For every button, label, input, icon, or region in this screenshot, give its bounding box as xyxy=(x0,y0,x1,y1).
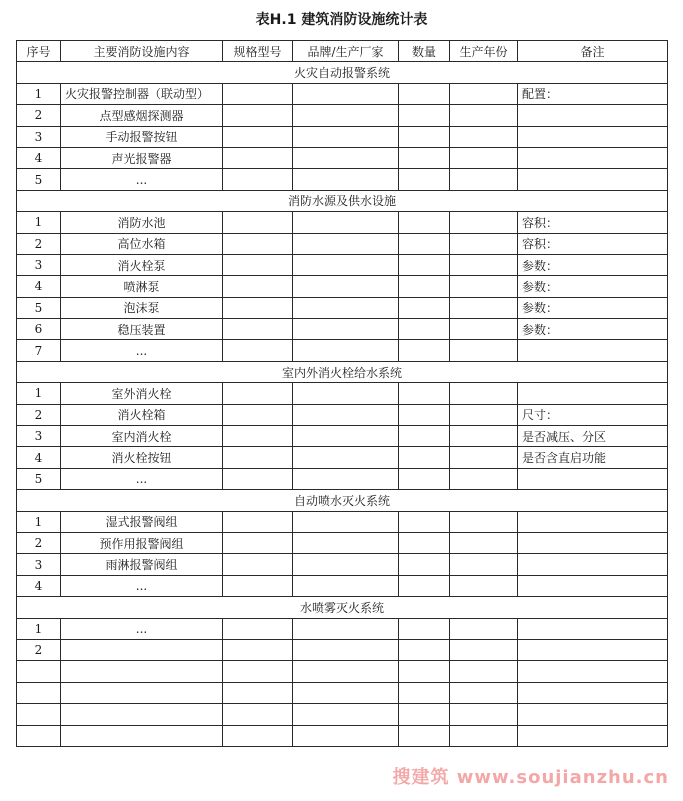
cell-spec xyxy=(223,575,293,596)
cell-year xyxy=(450,661,518,682)
cell-spec xyxy=(223,725,293,746)
cell-brand xyxy=(293,276,399,297)
facility-stats-table xyxy=(16,40,668,747)
cell-item: 手动报警按钮 xyxy=(61,126,223,147)
cell-note xyxy=(518,725,668,746)
cell-no xyxy=(17,682,61,703)
cell-no: 5 xyxy=(17,297,61,318)
cell-spec xyxy=(223,169,293,190)
cell-note: 是否含直启功能 xyxy=(518,447,668,468)
header-quantity: 数量 xyxy=(399,41,450,62)
table-row xyxy=(17,468,668,489)
cell-spec xyxy=(223,661,293,682)
cell-brand xyxy=(293,404,399,425)
cell-spec xyxy=(223,704,293,725)
cell-note xyxy=(518,126,668,147)
cell-item xyxy=(61,661,223,682)
header-note: 备注 xyxy=(518,41,668,62)
cell-item: 消火栓按钮 xyxy=(61,447,223,468)
cell-quantity xyxy=(399,169,450,190)
cell-quantity xyxy=(399,532,450,553)
cell-spec xyxy=(223,126,293,147)
cell-brand xyxy=(293,233,399,254)
cell-item: 消火栓箱 xyxy=(61,404,223,425)
cell-year xyxy=(450,426,518,447)
cell-item: 喷淋泵 xyxy=(61,276,223,297)
cell-spec xyxy=(223,618,293,639)
cell-no: 4 xyxy=(17,575,61,596)
cell-spec xyxy=(223,340,293,361)
table-row xyxy=(17,447,668,468)
cell-item: 消火栓泵 xyxy=(61,254,223,275)
cell-quantity xyxy=(399,212,450,233)
cell-item: 预作用报警阀组 xyxy=(61,532,223,553)
cell-item: ... xyxy=(61,468,223,489)
cell-quantity xyxy=(399,319,450,340)
section-title: 火灾自动报警系统 xyxy=(17,62,668,83)
cell-year xyxy=(450,169,518,190)
cell-brand xyxy=(293,212,399,233)
cell-no: 1 xyxy=(17,83,61,104)
cell-year xyxy=(450,319,518,340)
cell-brand xyxy=(293,682,399,703)
table-row xyxy=(17,254,668,275)
cell-spec xyxy=(223,447,293,468)
table-row xyxy=(17,511,668,532)
section-title: 消防水源及供水设施 xyxy=(17,190,668,211)
cell-no: 2 xyxy=(17,233,61,254)
cell-item: ... xyxy=(61,169,223,190)
cell-quantity xyxy=(399,83,450,104)
cell-item: 稳压装置 xyxy=(61,319,223,340)
cell-year xyxy=(450,233,518,254)
cell-note: 配置： xyxy=(518,83,668,104)
cell-brand xyxy=(293,254,399,275)
cell-no: 2 xyxy=(17,532,61,553)
cell-no: 3 xyxy=(17,254,61,275)
header-no: 序号 xyxy=(17,41,61,62)
section-title: 室内外消火栓给水系统 xyxy=(17,361,668,382)
cell-item: 湿式报警阀组 xyxy=(61,511,223,532)
cell-no: 3 xyxy=(17,554,61,575)
cell-year xyxy=(450,254,518,275)
table-row xyxy=(17,725,668,746)
cell-item: 声光报警器 xyxy=(61,147,223,168)
cell-no: 3 xyxy=(17,426,61,447)
cell-year xyxy=(450,83,518,104)
section-row xyxy=(17,190,668,211)
cell-brand xyxy=(293,661,399,682)
cell-brand xyxy=(293,447,399,468)
cell-quantity xyxy=(399,511,450,532)
cell-item: 点型感烟探测器 xyxy=(61,105,223,126)
cell-note xyxy=(518,105,668,126)
cell-quantity xyxy=(399,233,450,254)
cell-no: 3 xyxy=(17,126,61,147)
table-row xyxy=(17,661,668,682)
table-row xyxy=(17,147,668,168)
cell-quantity xyxy=(399,254,450,275)
cell-item: 室外消火栓 xyxy=(61,383,223,404)
cell-note xyxy=(518,682,668,703)
table-row xyxy=(17,297,668,318)
cell-no xyxy=(17,661,61,682)
cell-year xyxy=(450,276,518,297)
cell-note: 参数： xyxy=(518,297,668,318)
cell-brand xyxy=(293,319,399,340)
cell-brand xyxy=(293,639,399,660)
cell-spec xyxy=(223,83,293,104)
cell-brand xyxy=(293,169,399,190)
cell-year xyxy=(450,639,518,660)
cell-item xyxy=(61,725,223,746)
table-row xyxy=(17,169,668,190)
header-year: 生产年份 xyxy=(450,41,518,62)
cell-quantity xyxy=(399,105,450,126)
cell-quantity xyxy=(399,126,450,147)
cell-quantity xyxy=(399,297,450,318)
cell-spec xyxy=(223,511,293,532)
cell-note: 参数： xyxy=(518,276,668,297)
section-row xyxy=(17,597,668,618)
table-row xyxy=(17,532,668,553)
table-row xyxy=(17,383,668,404)
table-row xyxy=(17,575,668,596)
cell-note: 参数： xyxy=(518,254,668,275)
cell-year xyxy=(450,704,518,725)
cell-note xyxy=(518,169,668,190)
cell-year xyxy=(450,468,518,489)
cell-brand xyxy=(293,105,399,126)
cell-note xyxy=(518,575,668,596)
cell-note xyxy=(518,340,668,361)
cell-no: 6 xyxy=(17,319,61,340)
cell-note: 参数： xyxy=(518,319,668,340)
cell-item xyxy=(61,682,223,703)
cell-quantity xyxy=(399,340,450,361)
cell-quantity xyxy=(399,554,450,575)
table-row xyxy=(17,554,668,575)
cell-brand xyxy=(293,147,399,168)
cell-no: 2 xyxy=(17,105,61,126)
cell-no: 1 xyxy=(17,511,61,532)
cell-no: 5 xyxy=(17,169,61,190)
cell-year xyxy=(450,554,518,575)
cell-quantity xyxy=(399,404,450,425)
cell-spec xyxy=(223,147,293,168)
cell-year xyxy=(450,147,518,168)
header-brand: 品牌/生产厂家 xyxy=(293,41,399,62)
table-row xyxy=(17,618,668,639)
cell-quantity xyxy=(399,704,450,725)
cell-item: 火灾报警控制器（联动型） xyxy=(61,83,223,104)
section-row xyxy=(17,490,668,511)
cell-no xyxy=(17,704,61,725)
cell-note xyxy=(518,639,668,660)
cell-quantity xyxy=(399,383,450,404)
cell-year xyxy=(450,126,518,147)
cell-brand xyxy=(293,383,399,404)
cell-brand xyxy=(293,126,399,147)
table-row xyxy=(17,340,668,361)
cell-note xyxy=(518,618,668,639)
table-row xyxy=(17,319,668,340)
section-title: 自动喷水灭火系统 xyxy=(17,490,668,511)
cell-item: ... xyxy=(61,618,223,639)
table-row xyxy=(17,639,668,660)
section-row xyxy=(17,361,668,382)
cell-year xyxy=(450,618,518,639)
cell-spec xyxy=(223,233,293,254)
cell-note xyxy=(518,511,668,532)
table-row xyxy=(17,426,668,447)
header-spec: 规格型号 xyxy=(223,41,293,62)
cell-no: 7 xyxy=(17,340,61,361)
cell-quantity xyxy=(399,725,450,746)
cell-no: 5 xyxy=(17,468,61,489)
cell-no: 2 xyxy=(17,404,61,425)
section-title: 水喷雾灭火系统 xyxy=(17,597,668,618)
cell-spec xyxy=(223,254,293,275)
cell-note xyxy=(518,554,668,575)
cell-no: 4 xyxy=(17,147,61,168)
cell-year xyxy=(450,725,518,746)
cell-year xyxy=(450,575,518,596)
table-row xyxy=(17,404,668,425)
cell-note: 是否减压、分区 xyxy=(518,426,668,447)
cell-quantity xyxy=(399,575,450,596)
cell-note: 尺寸： xyxy=(518,404,668,425)
cell-note xyxy=(518,661,668,682)
cell-no: 4 xyxy=(17,447,61,468)
cell-spec xyxy=(223,297,293,318)
cell-item: 室内消火栓 xyxy=(61,426,223,447)
cell-brand xyxy=(293,725,399,746)
cell-spec xyxy=(223,468,293,489)
cell-year xyxy=(450,447,518,468)
cell-no: 2 xyxy=(17,639,61,660)
table-row xyxy=(17,126,668,147)
cell-brand xyxy=(293,532,399,553)
cell-brand xyxy=(293,83,399,104)
cell-year xyxy=(450,532,518,553)
cell-spec xyxy=(223,639,293,660)
cell-quantity xyxy=(399,661,450,682)
watermark: 搜建筑 www.soujianzhu.cn xyxy=(392,767,669,788)
cell-note: 容积： xyxy=(518,233,668,254)
cell-note xyxy=(518,147,668,168)
cell-brand xyxy=(293,426,399,447)
table-row xyxy=(17,83,668,104)
cell-year xyxy=(450,404,518,425)
cell-spec xyxy=(223,404,293,425)
cell-no: 1 xyxy=(17,383,61,404)
cell-note: 容积： xyxy=(518,212,668,233)
cell-no: 1 xyxy=(17,618,61,639)
cell-item: ... xyxy=(61,575,223,596)
cell-item: 消防水池 xyxy=(61,212,223,233)
cell-no: 4 xyxy=(17,276,61,297)
cell-brand xyxy=(293,468,399,489)
cell-brand xyxy=(293,340,399,361)
cell-quantity xyxy=(399,468,450,489)
cell-brand xyxy=(293,511,399,532)
header-item: 主要消防设施内容 xyxy=(61,41,223,62)
cell-year xyxy=(450,511,518,532)
cell-item: 泡沫泵 xyxy=(61,297,223,318)
cell-quantity xyxy=(399,639,450,660)
cell-quantity xyxy=(399,426,450,447)
cell-spec xyxy=(223,383,293,404)
cell-quantity xyxy=(399,147,450,168)
cell-spec xyxy=(223,426,293,447)
cell-year xyxy=(450,340,518,361)
cell-spec xyxy=(223,276,293,297)
cell-no: 1 xyxy=(17,212,61,233)
cell-quantity xyxy=(399,682,450,703)
cell-spec xyxy=(223,319,293,340)
cell-year xyxy=(450,212,518,233)
cell-quantity xyxy=(399,276,450,297)
cell-no xyxy=(17,725,61,746)
cell-brand xyxy=(293,297,399,318)
cell-note xyxy=(518,704,668,725)
header-row xyxy=(17,41,668,62)
cell-quantity xyxy=(399,618,450,639)
cell-note xyxy=(518,532,668,553)
table-row xyxy=(17,105,668,126)
cell-item xyxy=(61,639,223,660)
cell-year xyxy=(450,682,518,703)
table-title: 表H.1 建筑消防设施统计表 xyxy=(255,12,428,28)
cell-brand xyxy=(293,704,399,725)
cell-note xyxy=(518,468,668,489)
cell-quantity xyxy=(399,447,450,468)
cell-year xyxy=(450,297,518,318)
cell-spec xyxy=(223,532,293,553)
table-row xyxy=(17,276,668,297)
cell-spec xyxy=(223,105,293,126)
cell-spec xyxy=(223,212,293,233)
cell-brand xyxy=(293,554,399,575)
cell-item: 高位水箱 xyxy=(61,233,223,254)
cell-spec xyxy=(223,682,293,703)
table-row xyxy=(17,212,668,233)
cell-item: 雨淋报警阀组 xyxy=(61,554,223,575)
table-row xyxy=(17,233,668,254)
cell-year xyxy=(450,105,518,126)
cell-spec xyxy=(223,554,293,575)
table-row xyxy=(17,704,668,725)
cell-brand xyxy=(293,575,399,596)
cell-note xyxy=(518,383,668,404)
cell-item: ... xyxy=(61,340,223,361)
cell-item xyxy=(61,704,223,725)
cell-brand xyxy=(293,618,399,639)
table-row xyxy=(17,682,668,703)
cell-year xyxy=(450,383,518,404)
section-row xyxy=(17,62,668,83)
